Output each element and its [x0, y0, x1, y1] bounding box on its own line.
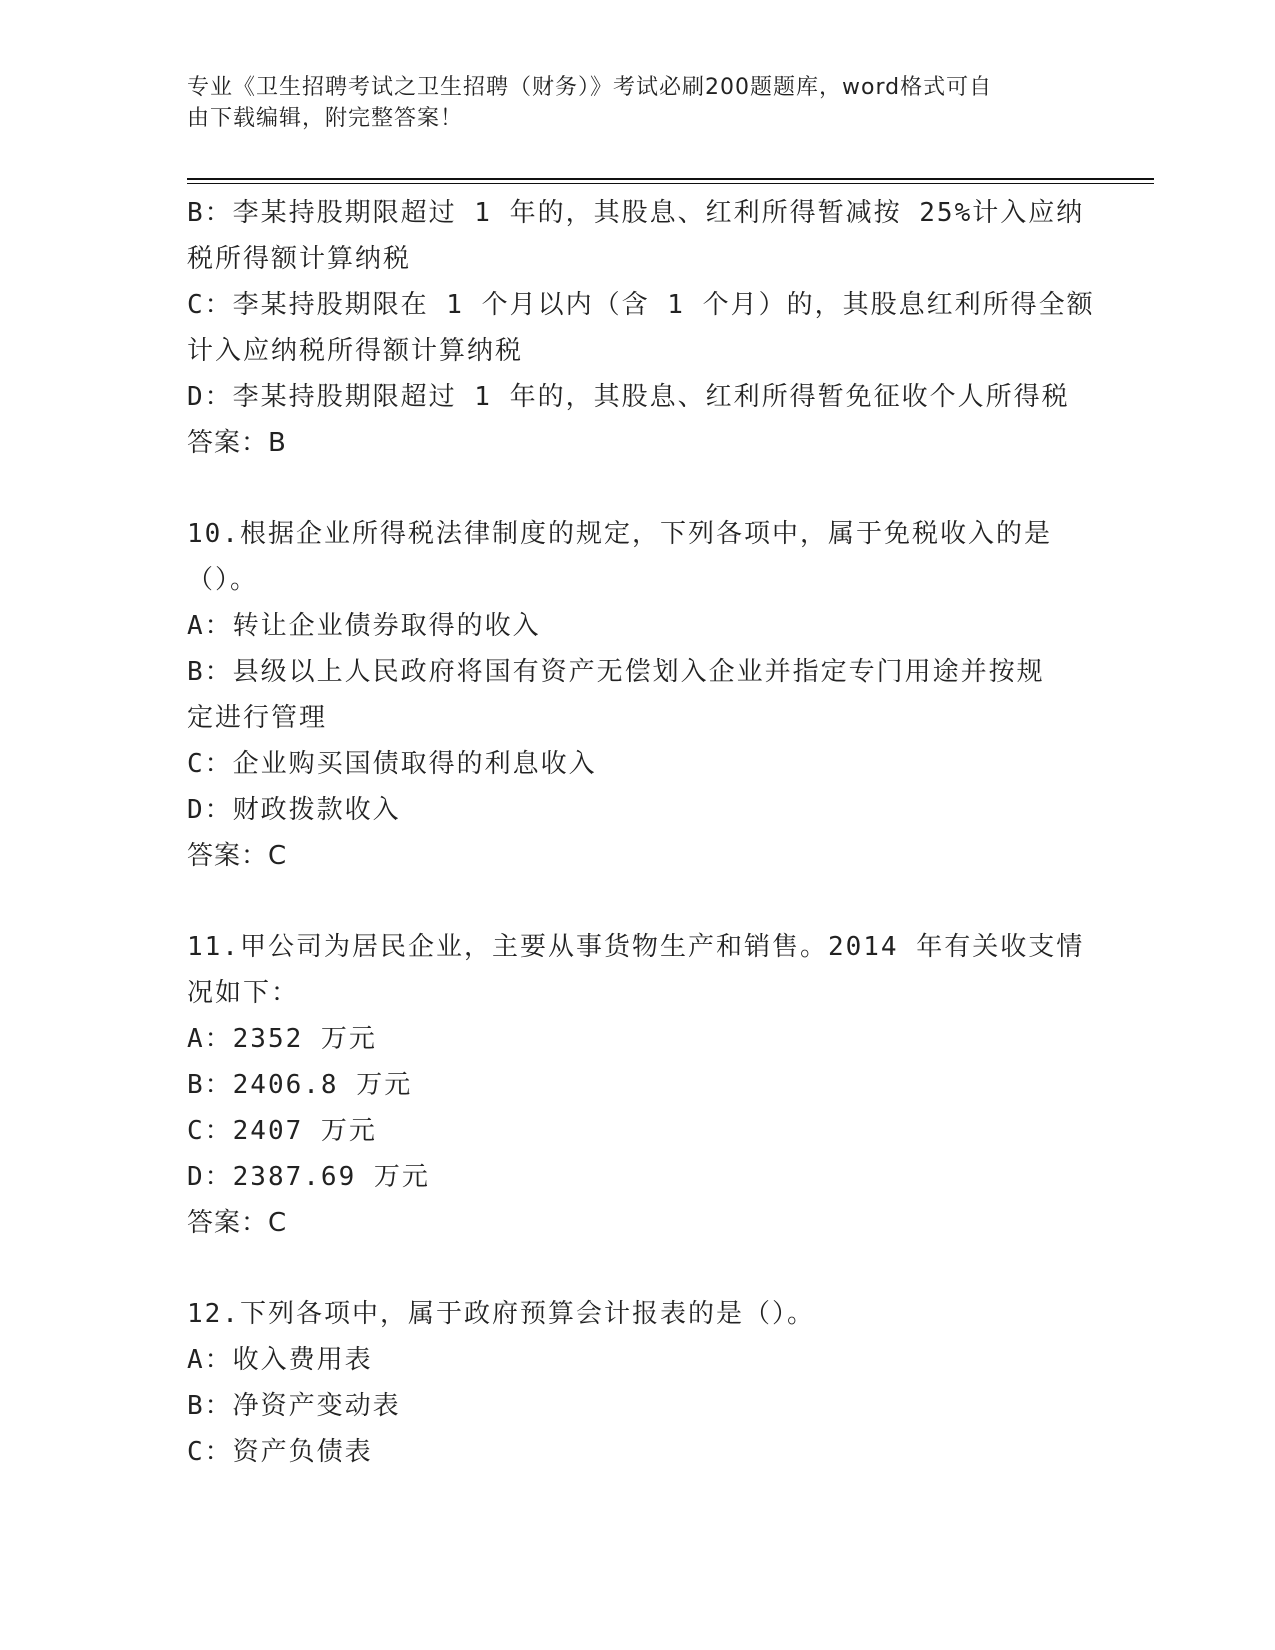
header-line-2: 由下载编辑，附完整答案！ — [187, 106, 464, 131]
option-a: A：收入费用表 — [187, 1345, 373, 1375]
answer: 答案：C — [187, 841, 288, 871]
header-line-1: 专业《卫生招聘考试之卫生招聘（财务）》考试必刷200题题库，word格式可自 — [187, 75, 993, 100]
spacer — [187, 879, 1087, 924]
option-b-line-1: B：李某持股期限超过 1 年的，其股息、红利所得暂减按 25%计入应纳 — [187, 198, 1085, 228]
option-c: C：企业购买国债取得的利息收入 — [187, 749, 597, 779]
question-stem-line-1: 11.甲公司为居民企业，主要从事货物生产和销售。2014 年有关收支情 — [187, 932, 1085, 962]
document-header — [187, 72, 1067, 134]
option-b-line-2: 税所得额计算纳税 — [187, 244, 412, 274]
option-c: C：2407 万元 — [187, 1116, 377, 1146]
question-11 — [187, 924, 1087, 1246]
question-stem: 12.下列各项中，属于政府预算会计报表的是（）。 — [187, 1299, 815, 1329]
header-divider-thick — [187, 178, 1154, 180]
option-d: D：财政拨款收入 — [187, 795, 401, 825]
question-12 — [187, 1291, 1087, 1475]
question-stem-line-1: 10.根据企业所得税法律制度的规定，下列各项中，属于免税收入的是 — [187, 519, 1052, 549]
option-c: C：资产负债表 — [187, 1437, 373, 1467]
option-b-line-2: 定进行管理 — [187, 703, 328, 733]
option-b-line-1: B：县级以上人民政府将国有资产无偿划入企业并指定专门用途并按规 — [187, 657, 1045, 687]
answer: 答案：C — [187, 1208, 288, 1238]
option-d: D：李某持股期限超过 1 年的，其股息、红利所得暂免征收个人所得税 — [187, 382, 1070, 412]
option-a: A：转让企业债券取得的收入 — [187, 611, 541, 641]
option-d: D：2387.69 万元 — [187, 1162, 430, 1192]
header-divider-thin — [187, 183, 1154, 184]
question-stem-line-2: 况如下： — [187, 978, 300, 1008]
answer: 答案：B — [187, 428, 287, 458]
spacer — [187, 1246, 1087, 1291]
option-c-line-2: 计入应纳税所得额计算纳税 — [187, 336, 524, 366]
option-b: B：净资产变动表 — [187, 1391, 401, 1421]
question-9 — [187, 190, 1095, 466]
option-c-line-1: C：李某持股期限在 1 个月以内（含 1 个月）的，其股息红利所得全额 — [187, 290, 1095, 320]
question-list — [187, 190, 1095, 1475]
spacer — [187, 466, 1087, 511]
question-10 — [187, 511, 1087, 879]
option-b: B：2406.8 万元 — [187, 1070, 413, 1100]
question-stem-line-2: （）。 — [187, 565, 259, 595]
option-a: A：2352 万元 — [187, 1024, 377, 1054]
